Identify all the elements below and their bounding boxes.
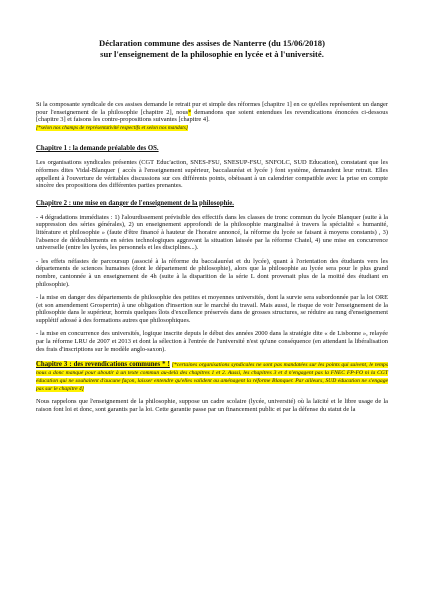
chapter3-block: [36, 361, 388, 392]
title-line-2: sur l'enseignement de la philosophie en lycée et à l'université.: [100, 48, 324, 59]
chapter2-item-4: - la mise en concurrence des universités, logique inscrite depuis le début des années 2000 dans la stratégie dite « de Lisbonne », relayée par la réforme LRU de 2007 et 2013 et dont la sélection à l'entrée de l'université n'est qu'une conséquence (en attendant la libéralisation des frais d'inscriptions sur le modèle anglo-saxon).: [36, 330, 388, 353]
chapter3-heading: Chapitre 3 : des revendications communes * !: [36, 361, 170, 369]
chapter1-text: Les organisations syndicales présentes (CGT Educ'action, SNES-FSU, SNESUP-FSU, SNFOLC, SUD Education), constatant que les réformes dites Vidal-Blanquer ( accès à l'enseignement supérieur, baccalauréat et lycée ) font système, demandent leur retrait. Elles appellent à l'ouverture de véritables discussions sur ces différents points, obéissant à un calendrier compatible avec la prise en compte sincère des propositions des différentes parties prenantes.: [36, 159, 388, 190]
intro-text-a: Si la composante syndicale de ces assises demande le retrait pur et simple des réformes [chapitre 1] en ce qu'elles représentent un danger pour l'enseignement de la philosophie [chapitre 2], nous: [36, 101, 388, 116]
chapter2-item-3: - la mise en danger des départements de philosophie des petites et moyennes universités, dont la survie sera subordonnée par la loi ORE (et son amendement Grosperrin) à une obligation d'insertion sur le marché du travail. Mais aussi, le risque de voir l'enseignement de la philosophie dans le supérieur, hormis quelques îlots d'excellence préservés dans de grosses structures, se réduire au rang d'enseignement supplétif adossé à des formations autres que philosophiques.: [36, 294, 388, 324]
chapter3-text: Nous rappelons que l'enseignement de la philosophie, suppose un cadre scolaire (lycée, université) où la laïcité et le libre usage de la raison font loi et donc, sont garantis par la loi. Cette garantie passe par un financement public et par la défense du statut de la: [36, 398, 388, 413]
chapter2-item-1: - 4 dégradations immédiates : 1) l'alourdissement prévisible des effectifs dans les classes de tronc commun du lycée Blanquer (suite à la suppression des séries générales), 2) un enseignement approfondi de la philosophie marginalisé à travers la spécialité « humanité, littérature et philosophie » (faute d'être financé à hauteur de l'horaire annoncé, la réforme du lycée se faisant à moyens constants) , 3) l'absence de dédoublements en séries technologiques aggravant la situation laissée par la réforme Chatel, 4) une mise en concurrence universelle (entre les lycées, les personnels et les disciplines...).: [36, 213, 388, 252]
title-line-1: Déclaration commune des assises de Nanterre (du 15/06/2018): [99, 38, 325, 48]
intro-note: [*selon nos champs de représentativité respectifs et selon nos mandats]: [36, 124, 188, 131]
chapter2-heading: Chapitre 2 : une mise en danger de l'enseignement de la philosophie.: [36, 199, 235, 207]
chapter2-item-2: - les effets néfastes de parcoursup (associé à la réforme du baccalauréat et du lycée), quant à l'orientation des étudiants vers les départements de sciences humaines (dont le département de philosophie), alors que la philosophie au lycée sera pour le plus grand nombre, cantonnée à un enseignement de 4h (suite à la disparition de la série L dont provenait plus de la moitié des étudiant en philosophie).: [36, 257, 388, 288]
chapter3-note: [*certaines organisations syndicales ne sont pas mandatées sur les points qui suivent, le temps nous a donc manqué pour aboutir à un texte commun au-delà des chapitres 1 et 2. Aussi, les chapitres 3 et 4 n'engagent pas la FNEC FP-FO ni la CGT éducation qui ne souhaitent d'aucune façon, laisser entendre qu'elles valident ou aménagent la réforme Blanquer. Par ailleurs, SUD éducation ne s'engage pas sur le chapitre 4]: [36, 362, 388, 392]
intro-marker: *: [188, 108, 192, 116]
chapter1-heading: Chapitre 1 : la demande préalable des OS.: [36, 145, 159, 153]
document-title: [36, 0, 388, 59]
intro-text-b: demandons que soient entendues les revendications énoncées ci-dessous [chapitre 3] et faisons les contre-propositions suivantes [chapitre 4].: [36, 108, 388, 124]
intro-paragraph: [36, 101, 388, 131]
